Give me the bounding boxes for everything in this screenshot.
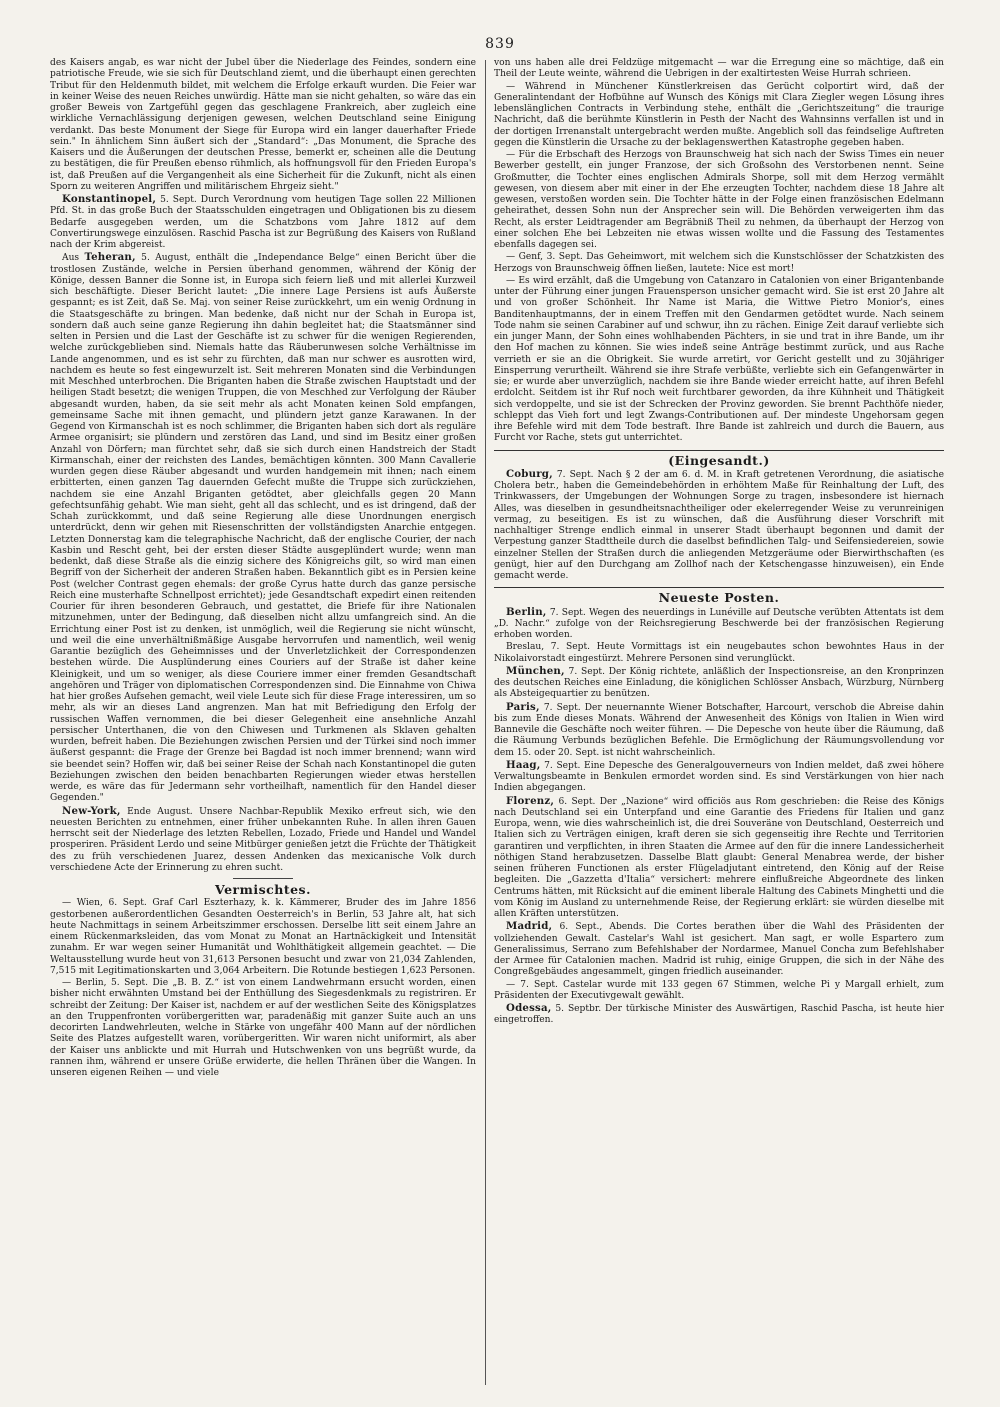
article-haag [494, 760, 944, 795]
article-genf: — Genf, 3. Sept. Das Geheimwort, mit welchem sich die Kunstschlösser der Schatzkisten des Herzogs von Braunschweig öffnen ließen, lautete: Nice est mort! [494, 252, 944, 274]
article-text: Aus [62, 253, 80, 264]
article-new-york [50, 806, 476, 875]
article-text: 7. Sept. Wegen des neuerdings in Lunéville auf Deutsche verübten Attentats ist dem „D. Nachr.“ zufolge von der Reichsregierung Beschwerde bei der französischen Regierung erhoben worden. [494, 607, 944, 640]
article-madrid-2: — 7. Sept. Castelar wurde mit 133 gegen 67 Stimmen, welche Pi y Margall erhielt, zum Präsidenten der Executivgewalt gewählt. [494, 979, 944, 1001]
article-text: 7. Sept. Eine Depesche des Generalgouverneurs von Indien meldet, daß zwei höhere Verwaltungsbeamte in Benkulen ermordet worden sind. Es sind Verstärkungen von hier nach Indien abgegangen. [494, 760, 944, 794]
dateline: Coburg, [506, 467, 553, 480]
article-konstantinopel [50, 194, 476, 251]
article-text: 5. August, enthält die „Independance Belge“ einen Bericht über die trostlosen Zustände, welche in Persien überhand genommen, während der König der Könige, dessen Banner die Sonne ist, in Europa sich feiern ließ und mit allerlei Kurzweil sich beschäftigte. Dieser Bericht lautet: „Die innere Lage Persiens ist aufs Äußerste gespannt; es ist Zeit, daß Se. Maj. von seiner Reise zurückkehrt, um ein wenig Ordnung in die Staatsgeschäfte zu bringen. Man bedenke, daß nicht nur der Schah in Europa ist, sondern daß auch seine ganze Regierung ihn dahin begleitet hat; die Staatsmänner sind selten in Persien und die Last der Geschäfte ist zu schwer für die wenigen Regierenden, welche zurückgeblieben sind. Niemals hatte das Räuberunwesen solche Verhältnisse im Lande angenommen, und es ist sehr zu fürchten, daß man nur schwer es ausrotten wird, nachdem es heute so fest eingewurzelt ist. Seit mehreren Monaten sind die Verbindungen mit Meschhed unterbrochen. Die Briganten haben die Straße zwischen Hauptstadt und der heiligen Stadt besetzt; die wenigen Truppen, die von Meschhed zur Verfolgung der Räuber abgesandt wurden, haben, da sie seit mehr als acht Monaten keinen Sold empfangen, gemeinsame Sache mit ihnen gemacht, und plündern jetzt ganze Karawanen. In der Gegend von Kirmanschah ist es noch schlimmer, die Briganten haben sich dort als reguläre Armee organisirt; sie plündern und zerstören das Land, und sind im Besitz einer großen Anzahl von Dörfern; man fürchtet sehr, daß sie sich durch einen Handstreich der Stadt Kirmanschah, einer der reichsten des Landes, bemächtigen könnten. 300 Mann Cavallerie wurden gegen diese Räuber abgesandt und wurden handgemein mit ihnen; nach einem erbitterten, einen ganzen Tag dauernden Gefecht mußte die Truppe sich zurückziehen, nachdem sie eine Anzahl Briganten getödtet, aber gleichfalls gegen 20 Mann gefechtsunfähig gehabt. Wie man sieht, geht all das schlecht, und es ist dringend, daß der Schah zurückkommt, und daß seine Regierung alle diese Unordnungen energisch unterdrückt, denn wir gehen mit Riesenschritten der vollständigsten Anarchie entgegen. Letzten Donnerstag kam die telegraphische Nachricht, daß der englische Courier, der nach Kasbin und Rescht geht, bei der ersten dieser Städte ausgeplündert wurde; wenn man bedenkt, daß diese Straße als die einzig sichere des Königreichs gilt, so wird man einen Begriff von der Sicherheit der anderen Straßen haben. Bekanntlich gibt es in Persien keine Post (welcher Contrast gegen ehemals: der große Cyrus hatte durch das ganze persische Reich eine musterhafte Schnellpost errichtet); jede Gesandtschaft expedirt einen reitenden Courier für ihren besonderen Gebrauch, und gestattet, die Briefe für ihre Nationalen mitzunehmen, unter der Bedingung, daß dieselben nicht allzu umfangreich sind. An die Errichtung einer Post ist zu denken, ist unmöglich, weil die Regierung sie nicht wünscht, und weil die eine unverhältnißmäßige Ausgabe hervorrufen und namentlich, weil wenig Garantie bezüglich des Geheimnisses und der Unverletzlichkeit der Correspondenzen bestehen würde. Die Ausplünderung eines Couriers auf der Straße ist daher keine Kleinigkeit, und um so weniger, als diese Couriere immer einer fremden Gesandtschaft angehören und Träger von diplomatischen Correspondenzen sind. Die Einnahme von Chiwa hat hier großes Aufsehen gemacht, weil viele Leute sich für diese Frage interessiren, um so mehr, als wir an dieses Land angrenzen. Man hat mit Befriedigung den Erfolg der russischen Waffen vernommen, die bei dieser Gelegenheit eine ansehnliche Anzahl persischer Unterthanen, die von den Chiwesen und Turkmenen als Sklaven gehalten wurden, befreit haben. Die Beziehungen zwischen Persien und der Türkei sind noch immer äußerst gespannt: die Frage der Grenze bei Bagdad ist noch immer brennend; wann wird sie beendet sein? Hoffen wir, daß bei seiner Reise der Schah nach Konstantinopel die guten Beziehungen zwischen den beiden benachbarten Regierungen wieder etwas herstellen werde, es wäre das für Jedermann sehr vortheilhaft, namentlich für den Handel dieser Gegenden." [50, 253, 476, 804]
page-number: 839 [485, 36, 515, 52]
dateline: Madrid, [506, 920, 553, 933]
article-breslau: Breslau, 7. Sept. Heute Vormittags ist ein neugebautes schon bewohntes Haus in der Nikolaivorstadt eingestürzt. Mehrere Personen sind verunglückt. [494, 642, 944, 664]
dateline: Berlin, [506, 605, 547, 618]
article-paragraph: des Kaisers angab, es war nicht der Jubel über die Niederlage des Feindes, sondern eine patriotische Freude, wie sie sich für Deutschland ziemt, und die überhaupt einen gerechten Tribut für den Heldenmuth bildet, mit welchem die Erfolge erkauft wurden. Die Feier war in keiner Weise des neuen Reiches unwürdig. Hätte man sie nicht gehalten, so wäre das ein großer Beweis von Zartgefühl gegen das geschlagene Frankreich, aber zugleich eine wirkliche Vernachlässigung derjenigen gewesen, welchen Deutschland seine Einigung verdankt. Das beste Monument der Siege für Europa wird ein langer dauerhafter Friede sein." In ähnlichem Sinn äußert sich der „Standard“: „Das Monument, die Sprache des Kaisers und die Äußerungen der deutschen Presse, bemerkt er, scheinen alle die Deutung zu bestätigen, die für Preußen ebenso rühmlich, als hoffnungsvoll für den Frieden Europa's ist, daß Preußen auf die Vergangenheit als eine Sicherheit für die Zukunft, nicht als einen Sporn zu weiteren Angriffen und militärischem Ehrgeiz sieht." [50, 58, 476, 192]
article-teheran [50, 252, 476, 804]
article-text: 6. Sept. Der „Nazione“ wird officiös aus Rom geschrieben: die Reise des Königs nach Deutschland sei ein Unterpfand und eine Garantie des Friedens für Italien und ganz Europa, wenn, wie dies wahrscheinlich ist, die drei Souveräne von Deutschland, Oesterreich und Italien sich zu Verträgen einigen, kraft deren sie sich gegenseitig ihre Rechte und Territorien garantiren und verpflichten, in ihren Staaten die Armee auf den für die innere Landessicherheit nöthigen Stand herabzusetzen. Dasselbe Blatt glaubt: General Menabrea werde, der bisher seinen früheren Functionen als erster Flügeladjutant eintretend, den König auf der Reise begleiten. Die „Gazzetta d'Italia“ versichert: mehrere einflußreiche Abgeordnete des linken Centrums hätten, mit Rücksicht auf die eminent liberale Haltung des Cabinets Minghetti und die vom König im Ausland zu unternehmende Reise, der Regierung erklärt: sie würden dieselbe mit allen Kräften unterstützen. [494, 796, 944, 919]
article-text: 7. Sept. Nach § 2 der am 6. d. M. in Kraft getretenen Verordnung, die asiatische Cholera betr., haben die Gemeindebehörden in erhöhtem Maße für Reinhaltung der Luft, des Trinkwassers, der Umgebungen der Wohnungen Sorge zu tragen, insbesondere ist hiernach Alles, was dieselben in gesundheitsnachtheiliger oder ekelerregender Weise zu verunreinigen vermag, zu beseitigen. Es ist zu wünschen, daß die Ausführung dieser Vorschrift mit nachhaltiger Strenge endlich einmal in unserer Stadt überhaupt begonnen und damit der Verpestung ganzer Stadttheile durch die daselbst befindlichen Talg- und Seifensiedereien, sowie einzelner Stellen der Straßen durch die anliegenden Metzgeräume oder Bierwirthschaften (es genügt, hier auf den Durchgang am Zollhof nach der Ketschengasse hinzuweisen), ein Ende gemacht werde. [494, 469, 944, 581]
article-catanzaro: — Es wird erzählt, daß die Umgebung von Catanzaro in Catalonien von einer Brigantenbande unter der Führung einer jungen Frauensperson unsicher gemacht wird. Sie ist erst 20 Jahre alt und von großer Schönheit. Ihr Name ist Maria, die Wittwe Pietro Monior's, eines Banditenhauptmanns, der in einem Treffen mit den Gendarmen getödtet wurde. Nach seinem Tode nahm sie seinen Carabiner auf und schwur, ihn zu rächen. Einige Zeit darauf verliebte sich ein junger Mann, der Sohn eines wohlhabenden Pächters, in sie und trat in ihre Bande, um ihr den Hof machen zu können. Sie wies indeß seine Anträge bestimmt zurück, und aus Rache verrieth er sie an die Obrigkeit. Sie wurde arretirt, vor Gericht gestellt und zu 30jähriger Einsperrung verurtheilt. Während sie ihre Strafe verbüßte, verliebte sich ein Gefangenwärter in sie; er wurde aber unverzüglich, nachdem sie ihre Bande wieder erreicht hatte, auf ihren Befehl erdolcht. Seitdem ist ihr Ruf noch weit furchtbarer geworden, da ihre Kühnheit und Thätigkeit sich verdoppelte, und sie ist der Schrecken der Provinz geworden. Sie brennt Pachthöfe nieder, schleppt das Vieh fort und legt Zwangs-Contributionen auf. Der mindeste Ungehorsam gegen ihre Befehle wird mit dem Tode bestraft. Ihre Bande ist zahlreich und durch die Bauern, aus Furcht vor Rache, stets gut unterrichtet. [494, 275, 944, 444]
article-muenchen-kuenstler: — Während in Münchener Künstlerkreisen das Gerücht colportirt wird, daß der Generalintendant der Hofbühne auf Wunsch des Königs mit Clara Ziegler wegen Lösung ihres lebenslänglichen Contracts in Verbindung stehe, enthält die „Gerichtszeitung“ die traurige Nachricht, daß die berühmte Künstlerin in Pesth der Nacht des Wahnsinns verfallen ist und in der dortigen Irrenanstalt untergebracht werden mußte. Angeblich soll das feindselige Auftreten gegen die Künstlerin die Ursache zu der beklagenswerthen Katastrophe gegeben haben. [494, 81, 944, 148]
article-paragraph: von uns haben alle drei Feldzüge mitgemacht — war die Erregung eine so mächtige, daß ein Theil der Leute weinte, während die Uebrigen in der exaltirtesten Weise Hurrah schrieen. [494, 58, 944, 80]
article-berlin-post [494, 607, 944, 642]
article-text: Ende August. Unsere Nachbar-Republik Mexiko erfreut sich, wie den neuesten Berichten zu entnehmen, einer früher unbekannten Ruhe. In allen ihren Gauen herrscht seit der Niederlage des letzten Rebellen, Lozado, Friede und Handel und Wandel prosperiren. Präsident Lerdo und seine Mitbürger genießen jetzt die Früchte der Thätigkeit des zu früh verschiedenen Juarez, dessen Andenken das mexicanische Volk durch verschiedene Acte der Erinnerung zu ehren sucht. [50, 806, 476, 873]
dateline: Odessa, [506, 1002, 552, 1014]
article-paris [494, 702, 944, 759]
article-text: 5. Septbr. Der türkische Minister des Auswärtigen, Raschid Pascha, ist heute hier eingetroffen. [494, 1004, 944, 1026]
dateline: Haag, [506, 758, 541, 771]
dateline: München, [506, 664, 565, 677]
dateline: Teheran, [84, 251, 136, 264]
article-text: 6. Sept., Abends. Die Cortes berathen über die Wahl des Präsidenten der vollziehenden Gewalt. Castelar's Wahl ist gesichert. Man sagt, er wolle Espartero zum Generalissimus, Serrano zum Befehlshaber der Nordarmee, Manuel Concha zum Befehlshaber der Armee für Catalonien machen. Madrid ist ruhig, einige Gruppen, die sich in der Nähe des Congreßgebäudes angesammelt, gingen friedlich auseinander. [494, 922, 944, 978]
section-heading-eingesandt: (Eingesandt.) [494, 450, 944, 466]
article-braunschweig: — Für die Erbschaft des Herzogs von Braunschweig hat sich nach der Swiss Times ein neuer Bewerber gestellt, ein junger Franzose, der sich Großsohn des Verstorbenen nennt. Seine Großmutter, die Tochter eines englischen Admirals Shorpe, soll mit dem Herzog vermählt gewesen, von diesem aber mit einer in der Ehe erzeugten Tochter, nachdem diese 18 Jahre alt gewesen, verstoßen worden sein. Die Tochter hätte in der Folge einen französischen Edelmann geheirathet, dessen Sohn nun der Ansprecher sein will. Die Behörden verweigerten ihm das Recht, als erster Leidtragender am Begräbniß Theil zu nehmen, da überhaupt der Herzog von einer solchen Ehe bei Lebzeiten nie etwas wissen wollte und die Fassung des Testamentes ebenfalls dagegen sei. [494, 150, 944, 250]
article-berlin: — Berlin, 5. Sept. Die „B. B. Z.“ ist von einem Landwehrmann ersucht worden, einen bisher nicht erwähnten Umstand bei der Enthüllung des Siegesdenkmals zu registriren. Er schreibt der Zeitung: Der Kaiser ist, nachdem er auf der westlichen Seite des Königsplatzes an den Truppenfronten vorübergeritten war, paradenäßig mit ganzer Suite auch an uns decorirten Landwehrleuten, welche in Stärke von ungefähr 400 Mann auf der nördlichen Seite des Platzes aufgestellt waren, vorübergeritten. Wir waren nicht uniformirt, als aber der Kaiser uns anblickte und mit Hurrah und Hutschwenken von uns begrüßt wurde, da rannen ihm, während er unsere Grüße erwiderte, die hellen Thränen über die Wangen. In unseren eigenen Reihen — und viele [50, 978, 476, 1078]
column-divider [485, 60, 486, 1385]
article-odessa [494, 1003, 944, 1027]
section-heading-vermischtes: Vermischtes. [215, 882, 311, 897]
dateline: Paris, [506, 700, 540, 713]
article-madrid [494, 921, 944, 978]
dateline: New-York, [62, 804, 121, 817]
article-text: 7. Sept. Der neuernannte Wiener Botschafter, Harcourt, verschob die Abreise dahin bis zum Ende dieses Monats. Während der Anwesenheit des Königs von Italien in Wien wird Bannevile die Geschäfte noch weiter führen. — Die Depesche von heute über die Räumung, daß die Räumung Verbunds bezüglichen Befehle. Die Ermöglichung der Räumungsvollendung vor dem 15. oder 20. Sept. ist nicht wahrscheinlich. [494, 702, 944, 758]
article-text: 5. Sept. Durch Verordnung vom heutigen Tage sollen 22 Millionen Pfd. St. in das große Buch der Staatsschulden eingetragen und Obligationen bis zu diesem Bedarfe ausgegeben werden, um die Schatzbons vom Jahre 1812 auf dem Convertirungswege einzulösen. Raschid Pascha ist zur Begrüßung des Kaisers von Rußland nach der Krim abgereist. [50, 195, 476, 250]
separator-line [233, 878, 293, 879]
section-heading-neueste-posten: Neueste Posten. [494, 587, 944, 603]
article-muenchen [494, 666, 944, 701]
dateline: Konstantinopel, [62, 193, 157, 205]
article-coburg [494, 469, 944, 583]
article-florenz [494, 796, 944, 921]
article-wien: — Wien, 6. Sept. Graf Carl Eszterhazy, k. k. Kämmerer, Bruder des im Jahre 1856 gestorbenen außerordentlichen Gesandten Oesterreich's in Berlin, 53 Jahre alt, hat sich heute Nachmittags in seinem Arbeitszimmer erschossen. Derselbe litt seit einem Jahre an einem Rückenmarksleiden, das vom Monat zu Monat an Hartnäckigkeit und Intensität zunahm. Er war wegen seiner Humanität und Wohlthätigkeit allgemein geachtet. — Die Weltausstellung wurde heut von 31,613 Personen besucht und zwar von 21,034 Zahlenden, 7,515 mit Legitimationskarten und 3,064 Arbeitern. Die Rotunde bestiegen 1,623 Personen. [50, 898, 476, 976]
dateline: Florenz, [506, 794, 555, 807]
left-column [50, 58, 476, 1388]
right-column [494, 58, 944, 1388]
article-text: 7. Sept. Der König richtete, anläßlich der Inspectionsreise, an den Kronprinzen des deutschen Reiches eine Einladung, die königlichen Schlösser Ansbach, Würzburg, Nürnberg als Absteigequartier zu benützen. [494, 666, 944, 700]
